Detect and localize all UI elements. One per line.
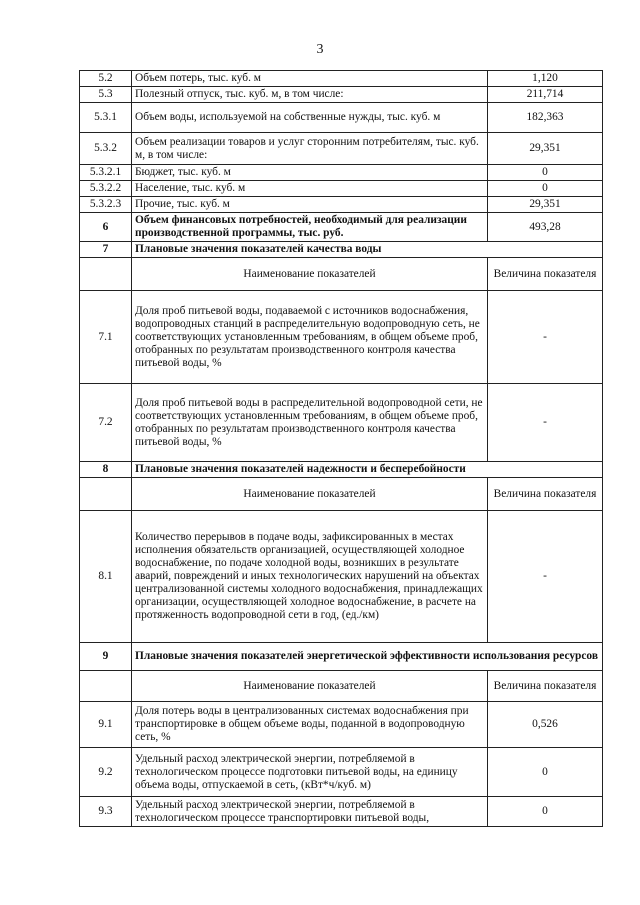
section-title-row xyxy=(80,242,603,258)
row-value: 182,363 xyxy=(488,103,603,133)
table-row xyxy=(80,797,603,827)
row-description: Доля проб питьевой воды, подаваемой с источников водоснабжения, водопроводных станций в распределительную водопроводную сеть, не соответствующих установленным требованиям, в общем объеме проб, отобранных по результатам производственного контроля качества питьевой воды, % xyxy=(132,291,488,384)
row-number: 5.3.2.2 xyxy=(80,181,132,197)
row-value: 0 xyxy=(488,181,603,197)
section-title: Плановые значения показателей энергетической эффективности использования ресурсов xyxy=(132,643,603,671)
table-row xyxy=(80,71,603,87)
row-number: 6 xyxy=(80,213,132,242)
section-header-row xyxy=(80,478,603,511)
row-value: 493,28 xyxy=(488,213,603,242)
section-title: Плановые значения показателей качества воды xyxy=(132,242,603,258)
row-value: 0,526 xyxy=(488,702,603,748)
row-description: Удельный расход электрической энергии, потребляемой в технологическом процессе транспортировки питьевой воды, xyxy=(132,797,488,827)
table-row xyxy=(80,291,603,384)
row-number: 9.2 xyxy=(80,748,132,797)
header-value: Величина показателя xyxy=(488,671,603,702)
header-value: Величина показателя xyxy=(488,258,603,291)
header-name: Наименование показателей xyxy=(132,258,488,291)
row-number: 7.2 xyxy=(80,384,132,462)
table-row xyxy=(80,702,603,748)
row-description: Объем воды, используемой на собственные нужды, тыс. куб. м xyxy=(132,103,488,133)
table-row xyxy=(80,133,603,165)
row-value: 29,351 xyxy=(488,197,603,213)
row-number: 5.3 xyxy=(80,87,132,103)
row-number: 5.3.2 xyxy=(80,133,132,165)
row-number: 5.3.1 xyxy=(80,103,132,133)
row-number: 5.3.2.3 xyxy=(80,197,132,213)
row-description: Доля потерь воды в централизованных системах водоснабжения при транспортировке в общем объеме воды, поданной в водопроводную сеть, % xyxy=(132,702,488,748)
row-description: Объем потерь, тыс. куб. м xyxy=(132,71,488,87)
row-value: 0 xyxy=(488,797,603,827)
section-number: 8 xyxy=(80,462,132,478)
row-description: Количество перерывов в подаче воды, зафиксированных в местах исполнения обязательств организацией, осуществляющей холодное водоснабжение, по подаче холодной воды, возникших в результате аварий, повреждений и иных технологических нарушений на объектах централизованной системы холодного водоснабжения, принадлежащих организации, осуществляющей холодное водоснабжение, в расчете на протяженность водопроводной сети в год, (ед./км) xyxy=(132,511,488,643)
row-value: - xyxy=(488,291,603,384)
row-value: 0 xyxy=(488,165,603,181)
row-value: 1,120 xyxy=(488,71,603,87)
row-number: 9.3 xyxy=(80,797,132,827)
row-description: Прочие, тыс. куб. м xyxy=(132,197,488,213)
section-title-row xyxy=(80,462,603,478)
section-header-row xyxy=(80,671,603,702)
table-row xyxy=(80,197,603,213)
row-description: Объем финансовых потребностей, необходимый для реализации производственной программы, тыс. руб. xyxy=(132,213,488,242)
section-title: Плановые значения показателей надежности и бесперебойности xyxy=(132,462,603,478)
table-row xyxy=(80,87,603,103)
table-row xyxy=(80,213,603,242)
table-row xyxy=(80,511,603,643)
row-value: 211,714 xyxy=(488,87,603,103)
row-description: Полезный отпуск, тыс. куб. м, в том числе: xyxy=(132,87,488,103)
table-row xyxy=(80,165,603,181)
row-description: Бюджет, тыс. куб. м xyxy=(132,165,488,181)
table-row xyxy=(80,748,603,797)
table-row xyxy=(80,103,603,133)
section-header-row xyxy=(80,258,603,291)
row-number: 7.1 xyxy=(80,291,132,384)
row-description: Объем реализации товаров и услуг сторонним потребителям, тыс. куб. м, в том числе: xyxy=(132,133,488,165)
header-name: Наименование показателей xyxy=(132,478,488,511)
section-number: 9 xyxy=(80,643,132,671)
header-name: Наименование показателей xyxy=(132,671,488,702)
table-row xyxy=(80,181,603,197)
row-number: 5.2 xyxy=(80,71,132,87)
row-value: - xyxy=(488,511,603,643)
row-number: 8.1 xyxy=(80,511,132,643)
row-value: - xyxy=(488,384,603,462)
row-description: Население, тыс. куб. м xyxy=(132,181,488,197)
table-row xyxy=(80,384,603,462)
header-empty-cell xyxy=(80,671,132,702)
row-description: Доля проб питьевой воды в распределительной водопроводной сети, не соответствующих установленным требованиям, в общем объеме проб, отобранных по результатам производственного контроля качества питьевой воды, % xyxy=(132,384,488,462)
section-number: 7 xyxy=(80,242,132,258)
row-number: 5.3.2.1 xyxy=(80,165,132,181)
row-description: Удельный расход электрической энергии, потребляемой в технологическом процессе подготовки питьевой воды, на единицу объема воды, отпускаемой в сеть, (кВт*ч/куб. м) xyxy=(132,748,488,797)
header-value: Величина показателя xyxy=(488,478,603,511)
header-empty-cell xyxy=(80,258,132,291)
page-number: 3 xyxy=(316,42,324,57)
section-title-row xyxy=(80,643,603,671)
indicators-table xyxy=(79,70,603,827)
row-value: 0 xyxy=(488,748,603,797)
row-value: 29,351 xyxy=(488,133,603,165)
header-empty-cell xyxy=(80,478,132,511)
row-number: 9.1 xyxy=(80,702,132,748)
